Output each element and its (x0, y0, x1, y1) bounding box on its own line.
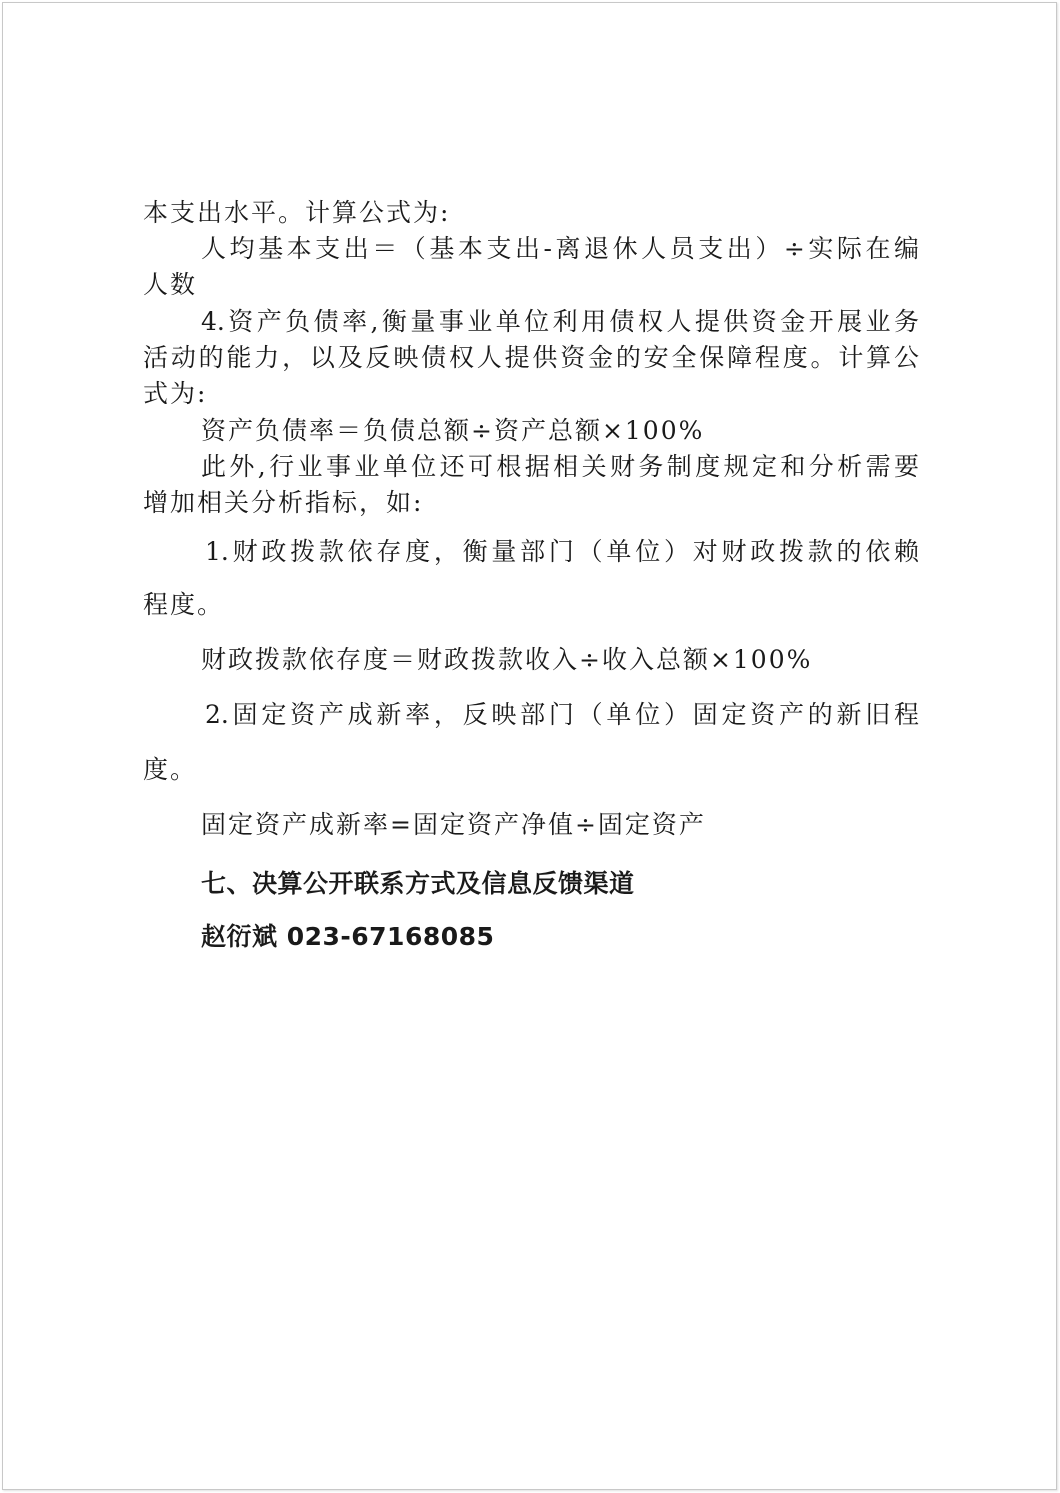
text-line: 人均基本支出＝（基本支出-离退休人员支出）÷实际在编 (201, 234, 919, 263)
text-line: 活动的能力，以及反映债权人提供资金的安全保障程度。计算公 (143, 343, 919, 372)
text-line: 程度。 (143, 590, 225, 619)
formula-line: 财政拨款依存度＝财政拨款收入÷收入总额×100% (201, 645, 813, 674)
text-line: 式为: (143, 379, 208, 408)
text-line: 此外,行业事业单位还可根据相关财务制度规定和分析需要 (201, 452, 919, 481)
section-heading: 七、决算公开联系方式及信息反馈渠道 (201, 869, 635, 898)
text-line: 度。 (143, 755, 198, 784)
text-line: 增加相关分析指标，如: (143, 488, 424, 517)
text-line: 2.固定资产成新率，反映部门（单位）固定资产的新旧程 (205, 700, 919, 729)
text-line: 4.资产负债率,衡量事业单位利用债权人提供资金开展业务 (201, 307, 919, 336)
text-line: 人数 (143, 270, 198, 299)
formula-line: 固定资产成新率=固定资产净值÷固定资产 (201, 810, 706, 839)
formula-line: 资产负债率＝负债总额÷资产总额×100% (201, 416, 705, 445)
contact-info: 赵衍斌 023-67168085 (201, 922, 495, 951)
document-page (2, 2, 1057, 1490)
text-line: 1.财政拨款依存度，衡量部门（单位）对财政拨款的依赖 (205, 537, 919, 566)
text-line: 本支出水平。计算公式为: (143, 198, 451, 227)
